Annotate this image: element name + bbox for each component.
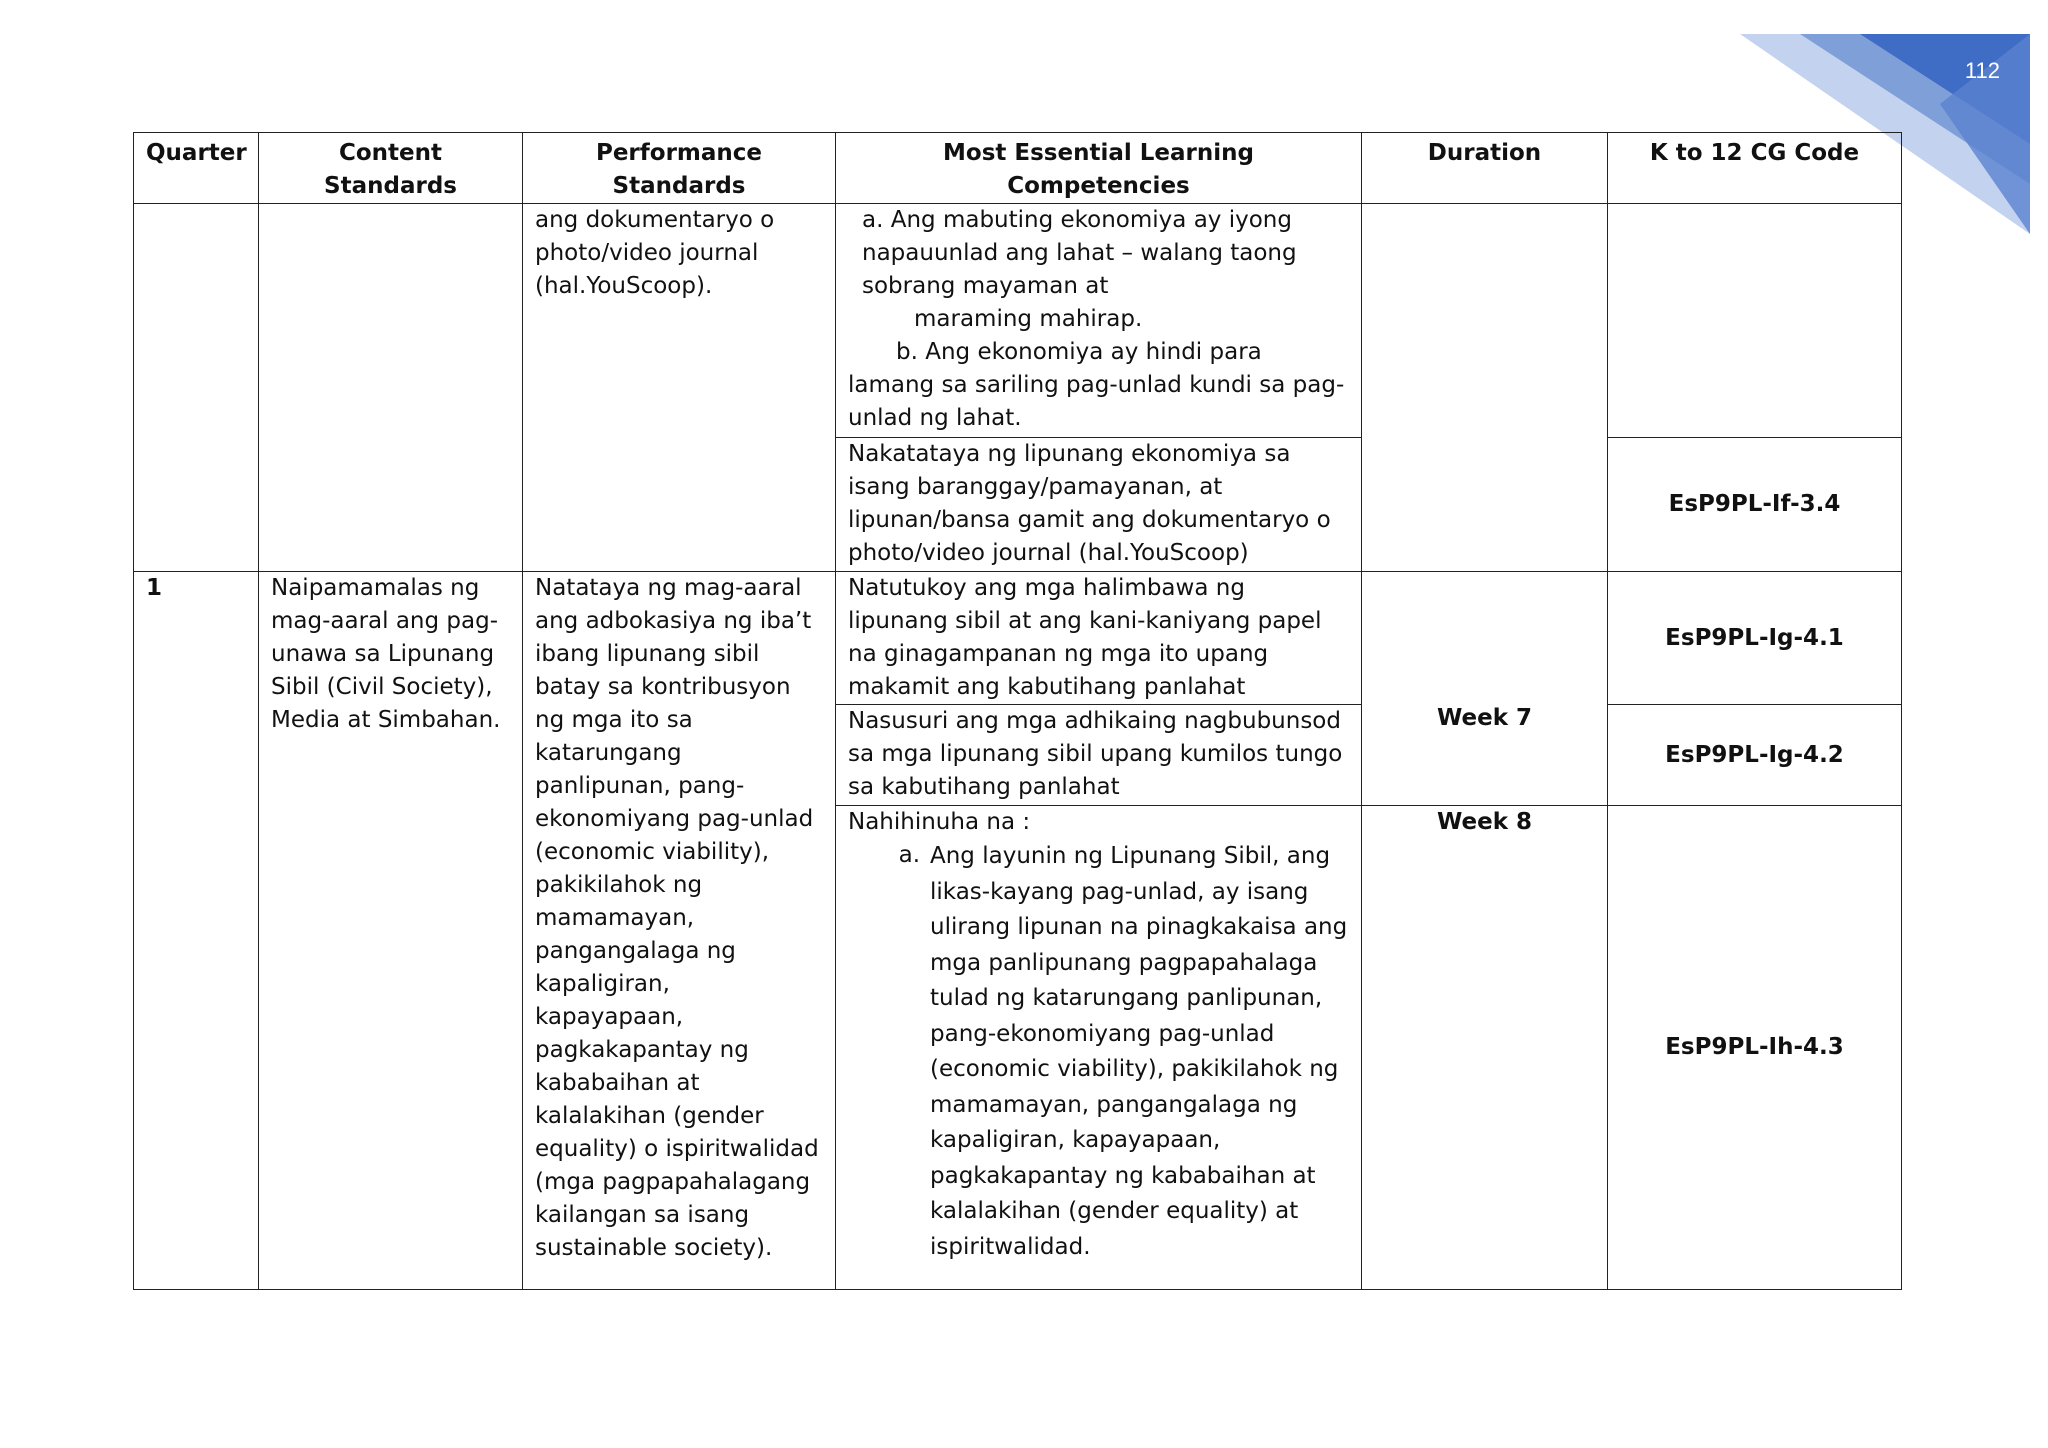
cell-performance-cont: ang dokumentaryo o photo/video journal (hal.YouScoop).: [523, 204, 836, 572]
item-a-label: a.: [898, 842, 920, 868]
cell-competency-identify: Natutukoy ang mga halimbawa ng lipunang sibil at ang kani-kaniyang papel na ginagampanan ng mga ito upang makamit ang kabutihang panlahat: [836, 572, 1362, 705]
cell-competency-analyze: Nasusuri ang mga adhikaing nagbubunsod sa mga lipunang sibil upang kumilos tungo sa kabutihang panlahat: [836, 705, 1362, 806]
cell-code: EsP9PL-Ih-4.3: [1608, 806, 1902, 1290]
cell-code: EsP9PL-Ig-4.1: [1608, 572, 1902, 705]
header-competencies: Most Essential Learning Competencies: [836, 133, 1362, 204]
cell-performance-standards: Natataya ng mag-aaral ang adbokasiya ng iba’t ibang lipunang sibil batay sa kontribusyon ng mga ito sa katarungang panlipunan, pang-ekonomiyang pag-unlad (economic viability), pakikilahok ng mamamayan, pangangalaga ng kapaligiran, kapayapaan, pagkakapantay ng kababaihan at kalalakihan (gender equality) o ispiritwalidad (mga pagpapahalagang kailangan sa isang sustainable society).: [523, 572, 836, 1290]
table-row: [134, 572, 1902, 705]
item-b-label: b.: [896, 339, 918, 365]
cell-content-standards: Naipamamalas ng mag-aaral ang pag-unawa sa Lipunang Sibil (Civil Society), Media at Simbahan.: [259, 572, 523, 1290]
cell-duration-empty: [1362, 204, 1608, 572]
cell-competency-economy: [836, 204, 1362, 438]
cell-duration-week8: Week 8: [1362, 806, 1608, 1290]
cell-competency-infer: [836, 806, 1362, 1290]
item-b-text: Ang ekonomiya ay hindi para lamang sa sariling pag-unlad kundi sa pag-unlad ng lahat.: [848, 339, 1345, 431]
item-a-text: Ang layunin ng Lipunang Sibil, ang likas-kayang pag-unlad, ay isang ulirang lipunan na pinagkakaisa ang mga panlipunang pagpapahalaga tulad ng katarungang panlipunan, pang-ekonomiyang pag-unlad (economic viability), pakikilahok ng mamamayan, pangangalaga ng kapaligiran, kapayapaan, pagkakapantay ng kababaihan at kalalakihan (gender equality) at ispiritwalidad.: [930, 843, 1348, 1260]
cell-code: EsP9PL-Ig-4.2: [1608, 705, 1902, 806]
learning-competencies-table: [133, 132, 1902, 1290]
cell-code: EsP9PL-If-3.4: [1608, 438, 1902, 572]
cell-quarter-empty: [134, 204, 259, 572]
table-header-row: [134, 133, 1902, 204]
header-duration: Duration: [1362, 133, 1608, 204]
cell-quarter: 1: [134, 572, 259, 1290]
header-code: K to 12 CG Code: [1608, 133, 1902, 204]
cell-duration-week7: [1362, 572, 1608, 806]
header-content-standards: Content Standards: [259, 133, 523, 204]
item-a-continuation: maraming mahirap.: [914, 306, 1143, 332]
header-quarter: Quarter: [134, 133, 259, 204]
duration-week7: Week 7: [1436, 705, 1533, 731]
header-performance-standards: Performance Standards: [523, 133, 836, 204]
infer-intro: Nahihinuha na :: [848, 809, 1031, 835]
item-a-text: Ang mabuting ekonomiya ay iyong napauunlad ang lahat – walang taong sobrang mayaman at: [862, 207, 1297, 299]
cell-competency-assess: Nakatataya ng lipunang ekonomiya sa isang baranggay/pamayanan, at lipunan/bansa gamit ang dokumentaryo o photo/video journal (hal.YouScoop): [836, 438, 1362, 572]
page-number: 112: [1964, 58, 2000, 83]
infer-item-a: [848, 839, 1349, 1265]
cell-content-empty: [259, 204, 523, 572]
item-a-label: a.: [862, 207, 884, 233]
cell-code-empty: [1608, 204, 1902, 438]
table-row: [134, 204, 1902, 438]
